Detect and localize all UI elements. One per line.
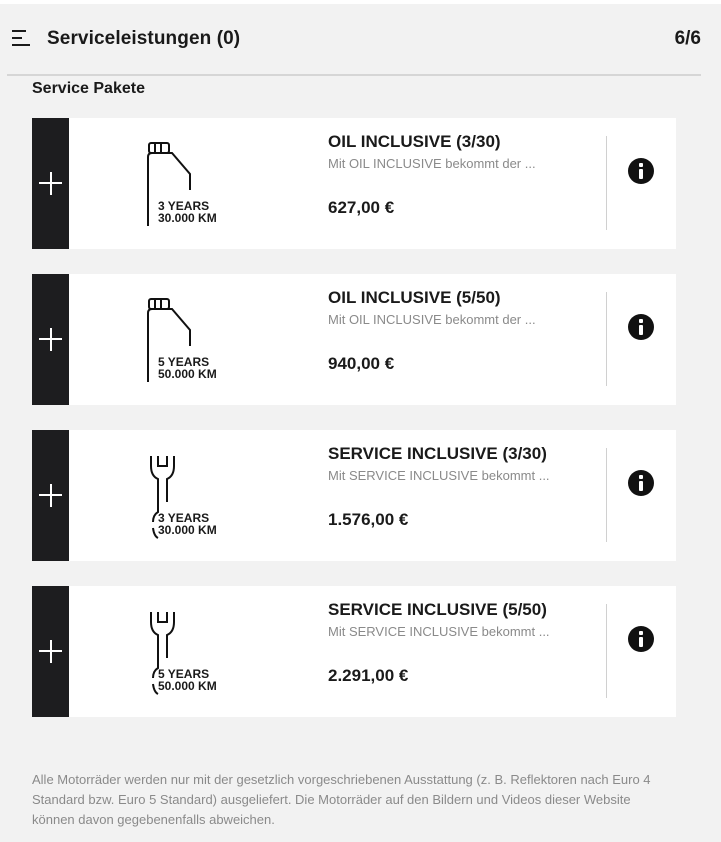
package-description: Mit SERVICE INCLUSIVE bekommt ... (328, 468, 550, 483)
selection-count: 6/6 (674, 28, 701, 49)
card-divider (606, 604, 607, 698)
card-divider (606, 448, 607, 542)
package-description: Mit OIL INCLUSIVE bekommt der ... (328, 156, 536, 171)
card-divider (606, 136, 607, 230)
info-icon[interactable] (628, 158, 654, 184)
package-card (32, 118, 676, 249)
menu-icon[interactable] (12, 30, 30, 46)
package-price: 2.291,00 € (328, 666, 409, 685)
section-title: Service Pakete (32, 80, 145, 97)
info-icon[interactable] (628, 470, 654, 496)
panel-title: Serviceleistungen (0) (47, 28, 241, 49)
oil-canister-icon (144, 140, 234, 230)
package-description: Mit OIL INCLUSIVE bekommt der ... (328, 312, 536, 327)
card-divider (606, 292, 607, 386)
service-panel (0, 4, 721, 842)
wrench-icon (144, 608, 234, 698)
wrench-icon (144, 452, 234, 542)
package-description: Mit SERVICE INCLUSIVE bekommt ... (328, 624, 550, 639)
package-name: OIL INCLUSIVE (3/30) (328, 132, 501, 151)
package-price: 940,00 € (328, 354, 395, 373)
package-name: OIL INCLUSIVE (5/50) (328, 288, 501, 307)
package-name: SERVICE INCLUSIVE (3/30) (328, 444, 547, 463)
package-price: 1.576,00 € (328, 510, 409, 529)
icon-km-label: 30.000 KM (158, 211, 217, 225)
package-name: SERVICE INCLUSIVE (5/50) (328, 600, 547, 619)
icon-years-label: 5 YEARS (158, 355, 210, 369)
icon-km-label: 50.000 KM (158, 679, 217, 693)
icon-years-label: 5 YEARS (158, 667, 210, 681)
package-card (32, 274, 676, 405)
add-package-button[interactable] (32, 118, 69, 249)
package-card (32, 586, 676, 717)
icon-km-label: 30.000 KM (158, 523, 217, 537)
oil-canister-icon (144, 296, 234, 386)
add-package-button[interactable] (32, 586, 69, 717)
icon-years-label: 3 YEARS (158, 511, 210, 525)
legal-footnote: Alle Motorräder werden nur mit der gesetzlich vorgeschriebenen Ausstattung (z. B. Reflektoren nach Euro 4 Standard bzw. Euro 5 Standard) ausgeliefert. Die Motorräder auf den Bildern und Videos dieser Website können davon gegebenenfalls abweichen. (32, 772, 651, 827)
package-card (32, 430, 676, 561)
info-icon[interactable] (628, 314, 654, 340)
package-price: 627,00 € (328, 198, 395, 217)
add-package-button[interactable] (32, 274, 69, 405)
info-icon[interactable] (628, 626, 654, 652)
panel-header[interactable] (7, 4, 701, 76)
icon-km-label: 50.000 KM (158, 367, 217, 381)
icon-years-label: 3 YEARS (158, 199, 210, 213)
add-package-button[interactable] (32, 430, 69, 561)
